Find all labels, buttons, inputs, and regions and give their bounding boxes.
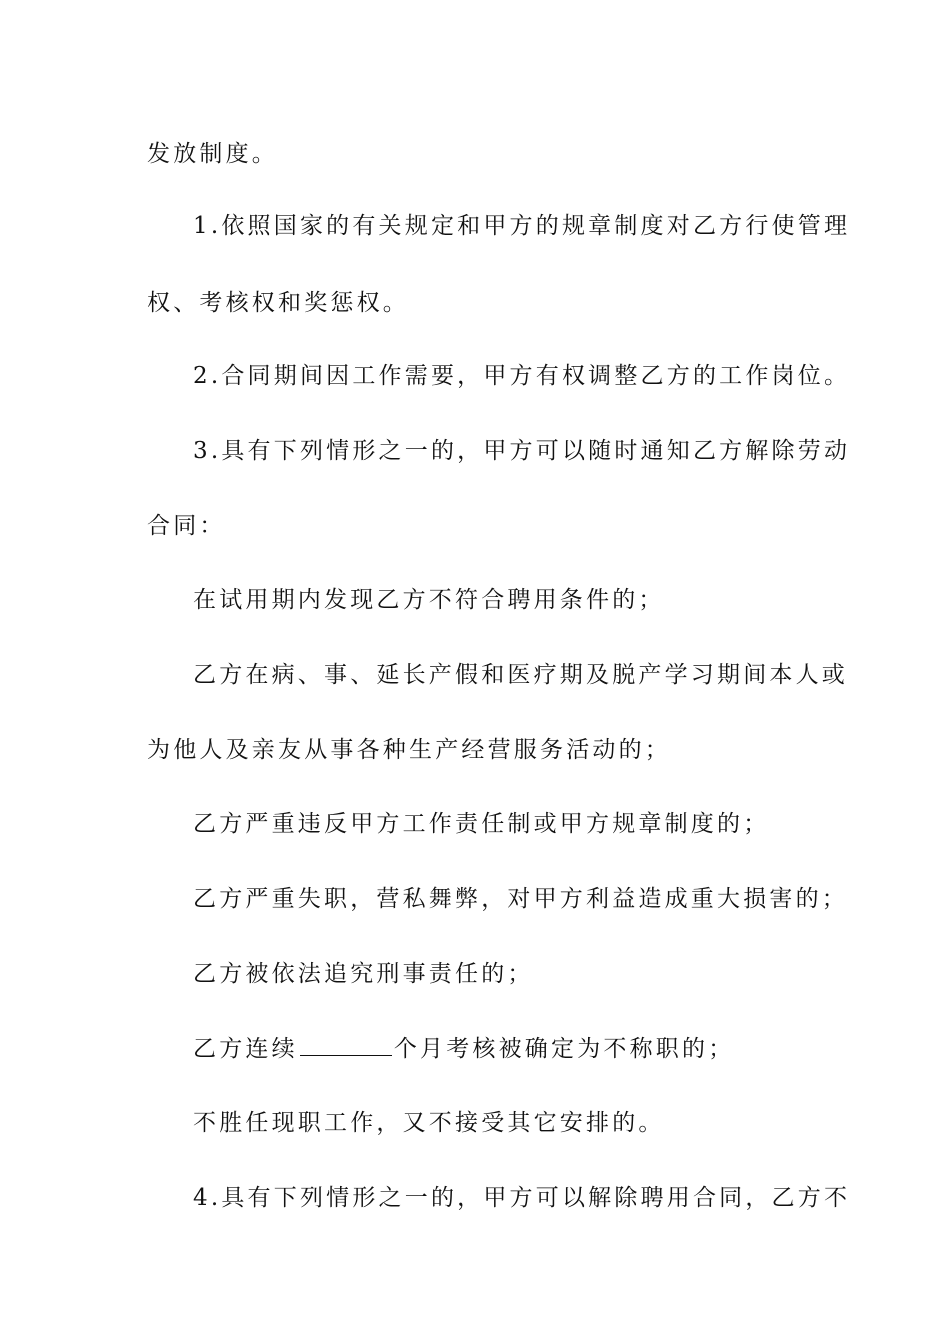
text-line: 为他人及亲友从事各种生产经营服务活动的； xyxy=(147,737,671,763)
text-line: 合同： xyxy=(147,513,226,539)
text-line: 4.具有下列情形之一的，甲方可以解除聘用合同，乙方不 xyxy=(193,1185,851,1211)
fill-in-blank xyxy=(300,1035,392,1056)
text-line: 乙方严重违反甲方工作责任制或甲方规章制度的； xyxy=(193,811,770,837)
text-line: 乙方严重失职，营私舞弊，对甲方利益造成重大损害的； xyxy=(193,886,848,912)
text-line: 发放制度。 xyxy=(147,141,278,167)
text-line: 在试用期内发现乙方不符合聘用条件的； xyxy=(193,587,665,613)
fill-in-prefix: 乙方连续 xyxy=(193,1036,298,1062)
fill-in-suffix: 个月考核被确定为不称职的； xyxy=(393,1036,735,1062)
text-line: 乙方被依法追究刑事责任的； xyxy=(193,961,534,987)
fill-in-line xyxy=(193,1033,863,1065)
text-line: 不胜任现职工作，又不接受其它安排的。 xyxy=(193,1110,665,1136)
text-line: 乙方在病、事、延长产假和医疗期及脱产学习期间本人或 xyxy=(193,662,848,688)
text-line: 1.依照国家的有关规定和甲方的规章制度对乙方行使管理 xyxy=(193,213,851,239)
text-line: 权、考核权和奖惩权。 xyxy=(147,290,409,316)
text-line: 3.具有下列情形之一的，甲方可以随时通知乙方解除劳动 xyxy=(193,438,851,464)
text-line: 2.合同期间因工作需要，甲方有权调整乙方的工作岗位。 xyxy=(193,363,851,389)
